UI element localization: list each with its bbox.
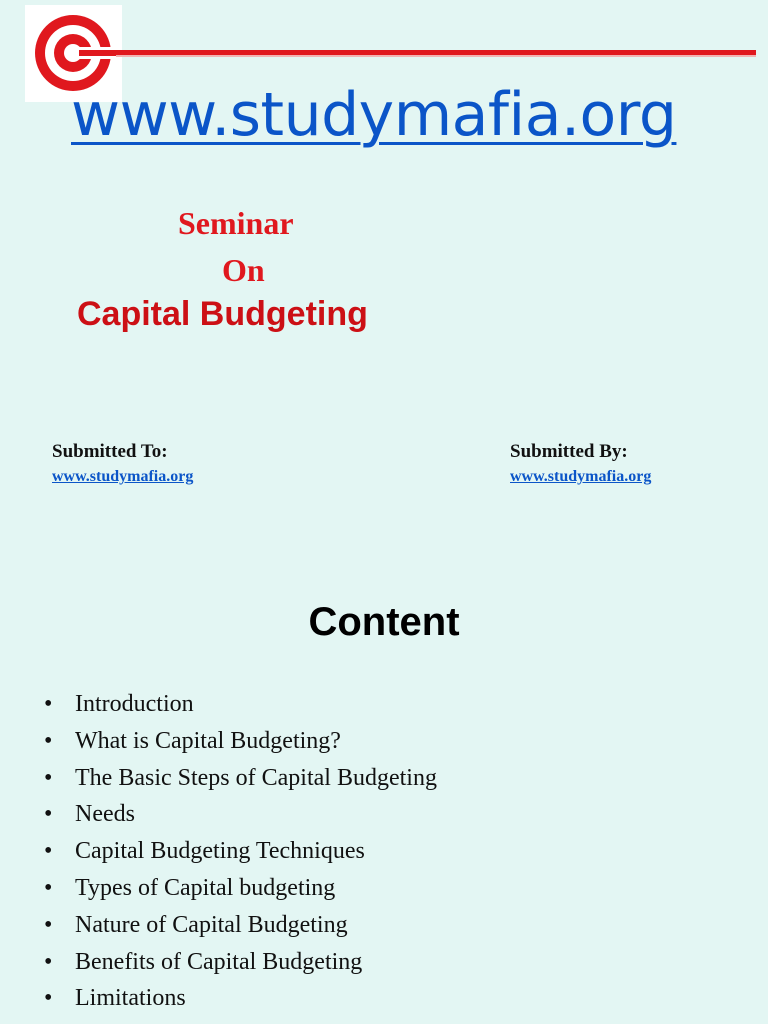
list-item xyxy=(44,760,437,797)
list-item xyxy=(44,796,437,833)
submitted-to-link[interactable]: www.studymafia.org xyxy=(52,468,194,485)
list-item xyxy=(44,870,437,907)
bullet-icon: • xyxy=(44,727,53,754)
bullet-icon: • xyxy=(44,838,53,865)
bullet-icon: • xyxy=(44,764,53,791)
bullet-icon: • xyxy=(44,801,53,828)
header-divider-line xyxy=(116,50,756,55)
bullet-icon: • xyxy=(44,911,53,938)
presentation-title: Capital Budgeting xyxy=(77,295,368,333)
bullet-icon: • xyxy=(44,874,53,901)
list-item-text: Capital Budgeting Techniques xyxy=(75,838,365,865)
list-item-text: The Basic Steps of Capital Budgeting xyxy=(75,764,437,791)
list-item xyxy=(44,833,437,870)
submitted-by-link[interactable]: www.studymafia.org xyxy=(510,468,652,485)
submitted-by-label: Submitted By: xyxy=(510,441,628,462)
bullet-icon: • xyxy=(44,691,53,717)
list-item-text: Needs xyxy=(75,801,135,828)
list-item-text: Introduction xyxy=(75,691,194,717)
list-item-text: Benefits of Capital Budgeting xyxy=(75,948,363,975)
bullet-icon: • xyxy=(44,948,53,975)
list-item xyxy=(44,944,437,981)
list-item-text: Types of Capital budgeting xyxy=(75,874,336,901)
submitted-to-label: Submitted To: xyxy=(52,441,168,462)
list-item-text: Limitations xyxy=(75,985,186,1012)
list-item-text: What is Capital Budgeting? xyxy=(75,727,341,754)
seminar-label: Seminar xyxy=(178,205,294,241)
list-item xyxy=(44,980,437,1017)
content-heading: Content xyxy=(308,600,460,644)
site-url-link[interactable]: www.studymafia.org xyxy=(71,80,677,150)
list-item-text: Nature of Capital Budgeting xyxy=(75,911,348,938)
list-item xyxy=(44,907,437,944)
bullet-icon: • xyxy=(44,985,53,1012)
content-list xyxy=(44,686,437,1017)
list-item xyxy=(44,723,437,760)
on-label: On xyxy=(222,252,265,288)
list-item xyxy=(44,686,437,723)
